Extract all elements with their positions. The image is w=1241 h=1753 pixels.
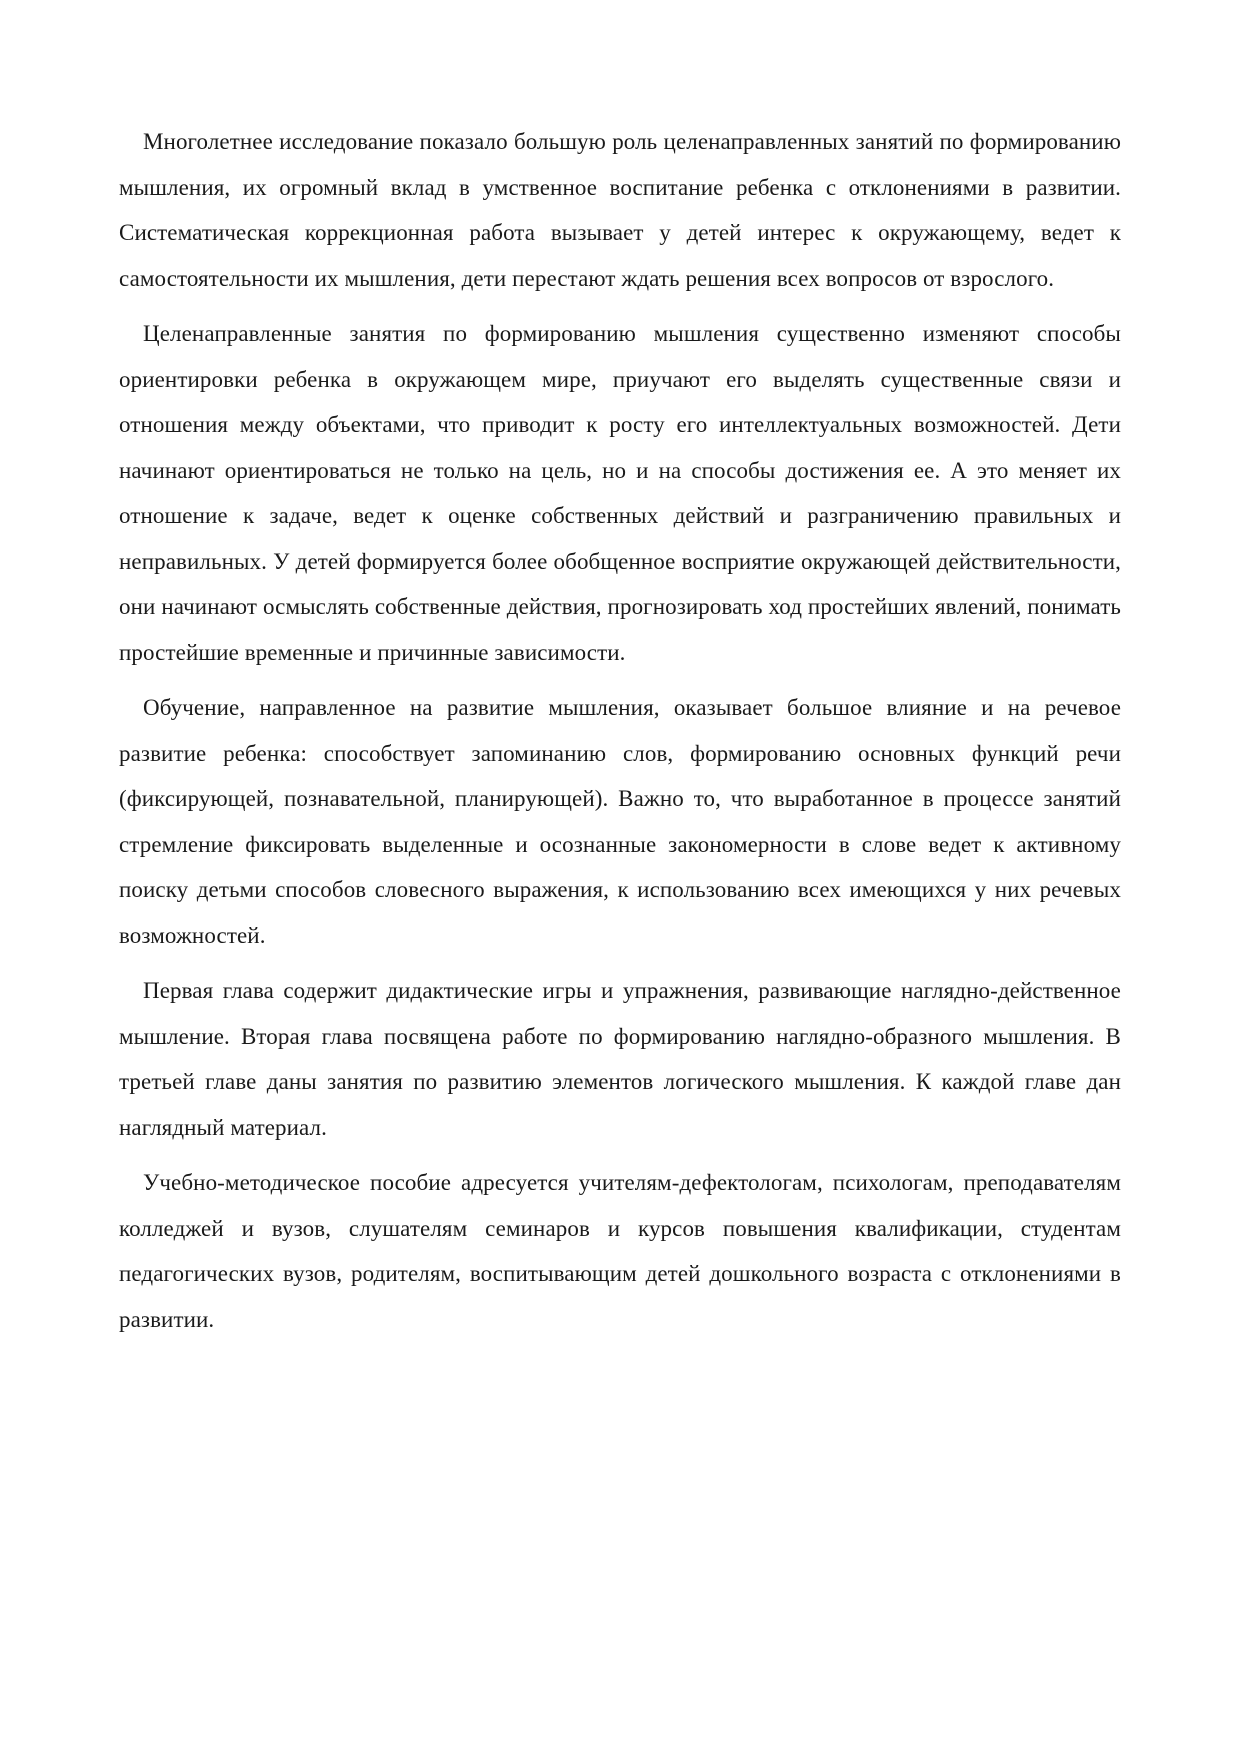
paragraph-research-role: Многолетнее исследование показало большую роль целенаправленных занятий по формированию мышления, их огромный вклад в умственное воспитание ребенка с отклонениями в развитии. Систематическая коррекционная работа вызывает у детей интерес к окружающему, ведет к самостоятельности их мышления, дети перестают ждать решения всех вопросов от взрослого. xyxy=(119,129,1121,291)
paragraph-targeted-lessons: Целенаправленные занятия по формированию мышления существенно изменяют способы ориентировки ребенка в окружающем мире, приучают его выделять существенные связи и отношения между объектами, что приводит к росту его интеллектуальных возможностей. Дети начинают ориентироваться не только на цель, но и на способы достижения ее. А это меняет их отношение к задаче, ведет к оценке собственных действий и разграничению правильных и неправильных. У детей формируется более обобщенное восприятие окружающей действительности, они начинают осмыслять собственные действия, прогнозировать ход простейших явлений, понимать простейшие временные и причинные зависимости. xyxy=(119,321,1121,665)
document-body xyxy=(119,119,1121,1352)
paragraph-speech-development: Обучение, направленное на развитие мышления, оказывает большое влияние и на речевое развитие ребенка: способствует запоминанию слов, формированию основных функций речи (фиксирующей, познавательной, планирующей). Важно то, что выработанное в процессе занятий стремление фиксировать выделенные и осознанные закономерности в слове ведет к активному поиску детьми способов словесного выражения, к использованию всех имеющихся у них речевых возможностей. xyxy=(119,695,1121,948)
paragraph-chapter-overview: Первая глава содержит дидактические игры и упражнения, развивающие наглядно-действенное мышление. Вторая глава посвящена работе по формированию наглядно-образного мышления. В третьей главе даны занятия по развитию элементов логического мышления. К каждой главе дан наглядный материал. xyxy=(119,978,1121,1140)
paragraph-target-audience: Учебно-методическое пособие адресуется учителям-дефектологам, психологам, преподавателям колледжей и вузов, слушателям семинаров и курсов повышения квалификации, студентам педагогических вузов, родителям, воспитывающим детей дошкольного возраста с отклонениями в развитии. xyxy=(119,1170,1121,1332)
